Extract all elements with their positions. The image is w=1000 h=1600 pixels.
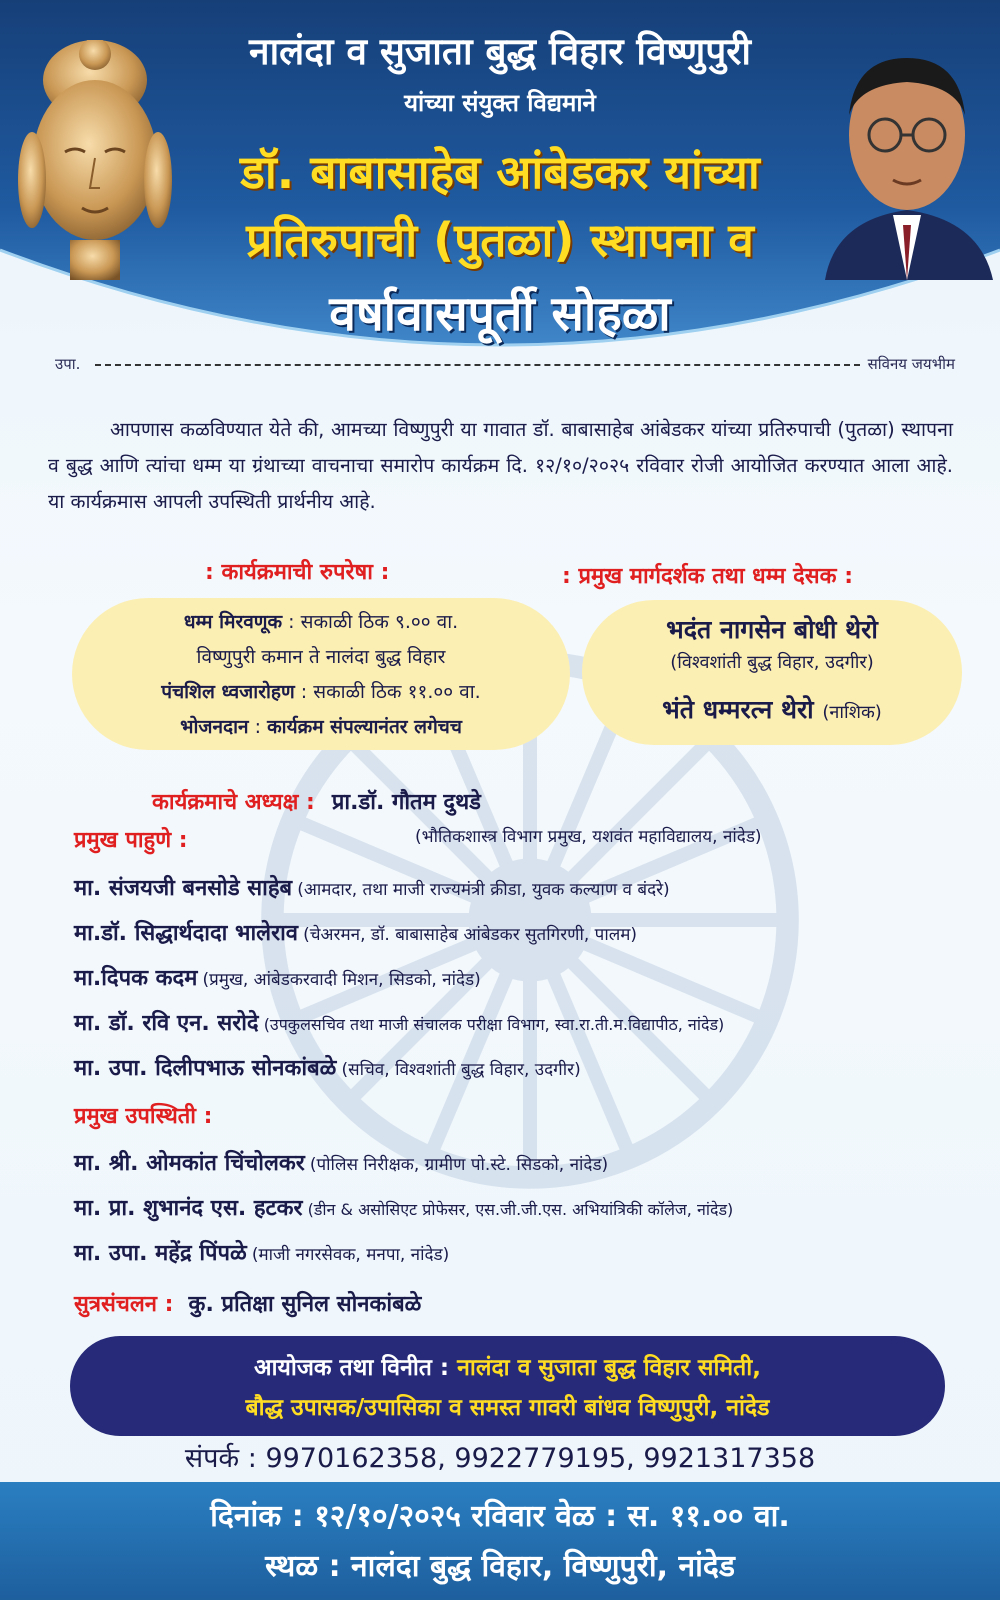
salutation-row [55, 354, 955, 380]
guide-2-name: भंते धम्मरत्न थेरो [662, 695, 814, 724]
header-line-2: यांच्या संयुक्त विद्यमाने [404, 89, 596, 117]
attendee-row: मा. उपा. महेंद्र पिंपळे (माजी नगरसेवक, मनपा, नांदेड) [74, 1241, 450, 1266]
guide-1-name: भदंत नागसेन बोधी थेरो [666, 615, 878, 644]
anchor-label: सुत्रसंचलन : [74, 1292, 174, 1317]
salutation-dashed-line [95, 364, 860, 366]
organizers-line-1: आयोजक तथा विनीत : नालंदा व सुजाता बुद्ध विहार समिती, [254, 1355, 761, 1381]
president-name: प्रा.डॉ. गौतम दुथडे [331, 790, 481, 815]
program-item: विष्णुपुरी कमान ते नालंदा बुद्ध विहार [196, 646, 446, 668]
guest-row: मा.डॉ. सिद्धार्थदादा भालेराव (चेअरमन, डॉ. बाबासाहेब आंबेडकर सुतगिरणी, पालम) [74, 921, 638, 946]
guest-row: मा.दिपक कदम (प्रमुख, आंबेडकरवादी मिशन, सिडको, नांदेड) [74, 966, 481, 991]
header-banner [0, 0, 1000, 360]
invitation-paragraph: आपणास कळविण्यात येते की, आमच्या विष्णुपुरी या गावात डॉ. बाबासाहेब आंबेडकर यांच्या प्रतिरुपाची (पुतळा) स्थापना व बुद्ध आणि त्यांचा धम्म या ग्रंथाच्या वाचनाचा समारोप कार्यक्रम दि. १२/१०/२०२५ रविवार रोजी आयोजित करण्यात आला आहे. या कार्यक्रमास आपली उपस्थिती प्रार्थनीय आहे. [48, 418, 953, 513]
contact-label: संपर्क : [184, 1443, 257, 1474]
header-line-1: नालंदा व सुजाता बुद्ध विहार विष्णुपुरी [249, 30, 751, 73]
program-item: धम्म मिरवणूक : सकाळी ठिक ९.०० वा. [183, 611, 459, 633]
salutation-right: सविनय जयभीम [867, 355, 955, 373]
event-title-line-3: वर्षावासपूर्ती सोहळा [329, 286, 671, 342]
program-box [72, 598, 570, 750]
guest-row: मा. संजयजी बनसोडे साहेब (आमदार, तथा माजी राज्यमंत्री क्रीडा, युवक कल्याण व बंदरे) [74, 876, 670, 901]
footer-band [0, 1482, 1000, 1600]
attendee-row: मा. प्रा. शुभानंद एस. हटकर (डीन & असोसिएट प्रोफेसर, एस.जी.जी.एस. अभियांत्रिकी कॉलेज, नांदेड) [74, 1196, 734, 1221]
anchor-row [74, 1288, 421, 1318]
event-title-line-1: डॉ. बाबासाहेब आंबेडकर यांच्या [240, 145, 760, 199]
contact-numbers: 9970162358, 9922779195, 9921317358 [265, 1443, 816, 1474]
contact-row [0, 1438, 1000, 1475]
program-item: भोजनदान : कार्यक्रम संपल्यानंतर लगेचच [180, 716, 462, 738]
event-title-line-2: प्रतिरुपाची (पुतळा) स्थापना व [246, 213, 754, 267]
guide-1-place: (विश्वशांती बुद्ध विहार, उदगीर) [670, 652, 874, 673]
organizers-box [70, 1336, 945, 1436]
program-heading: : कार्यक्रमाची रुपरेषा : [205, 560, 390, 585]
guests-label: प्रमुख पाहुणे : [74, 828, 188, 853]
organizers-label: आयोजक तथा विनीत : [254, 1355, 450, 1381]
footer-date: दिनांक : १२/१०/२०२५ रविवार वेळ : स. ११.०० वा. [210, 1499, 790, 1534]
guide-2-place: (नाशिक) [822, 702, 882, 723]
program-item: पंचशिल ध्वजारोहण : सकाळी ठिक ११.०० वा. [161, 681, 481, 703]
attendees-label: प्रमुख उपस्थिती : [74, 1104, 213, 1129]
guest-row: मा. डॉ. रवि एन. सरोदे (उपकुलसचिव तथा माजी संचालक परीक्षा विभाग, स्वा.रा.ती.म.विद्यापीठ, नांदेड) [74, 1011, 725, 1036]
footer-venue: स्थळ : नालंदा बुद्ध विहार, विष्णुपुरी, नांदेड [265, 1549, 735, 1584]
president-row [152, 786, 481, 816]
president-desc: (भौतिकशास्त्र विभाग प्रमुख, यशवंत महाविद्यालय, नांदेड) [415, 827, 762, 847]
organizers-line-2: बौद्ध उपासक/उपासिका व समस्त गावरी बांधव विष्णुपुरी, नांदेड [245, 1395, 770, 1421]
salutation-left: उपा. [55, 355, 81, 373]
president-label: कार्यक्रमाचे अध्यक्ष : [152, 790, 315, 815]
guides-box [582, 600, 962, 745]
anchor-name: कु. प्रतिक्षा सुनिल सोनकांबळे [188, 1292, 422, 1317]
guides-heading: : प्रमुख मार्गदर्शक तथा धम्म देसक : [562, 564, 854, 589]
guide-2-row [582, 692, 962, 726]
attendee-row: मा. श्री. ओमकांत चिंचोलकर (पोलिस निरीक्षक, ग्रामीण पो.स्टे. सिडको, नांदेड) [74, 1151, 609, 1176]
guest-row: मा. उपा. दिलीपभाऊ सोनकांबळे (सचिव, विश्वशांती बुद्ध विहार, उदगीर) [74, 1056, 581, 1081]
